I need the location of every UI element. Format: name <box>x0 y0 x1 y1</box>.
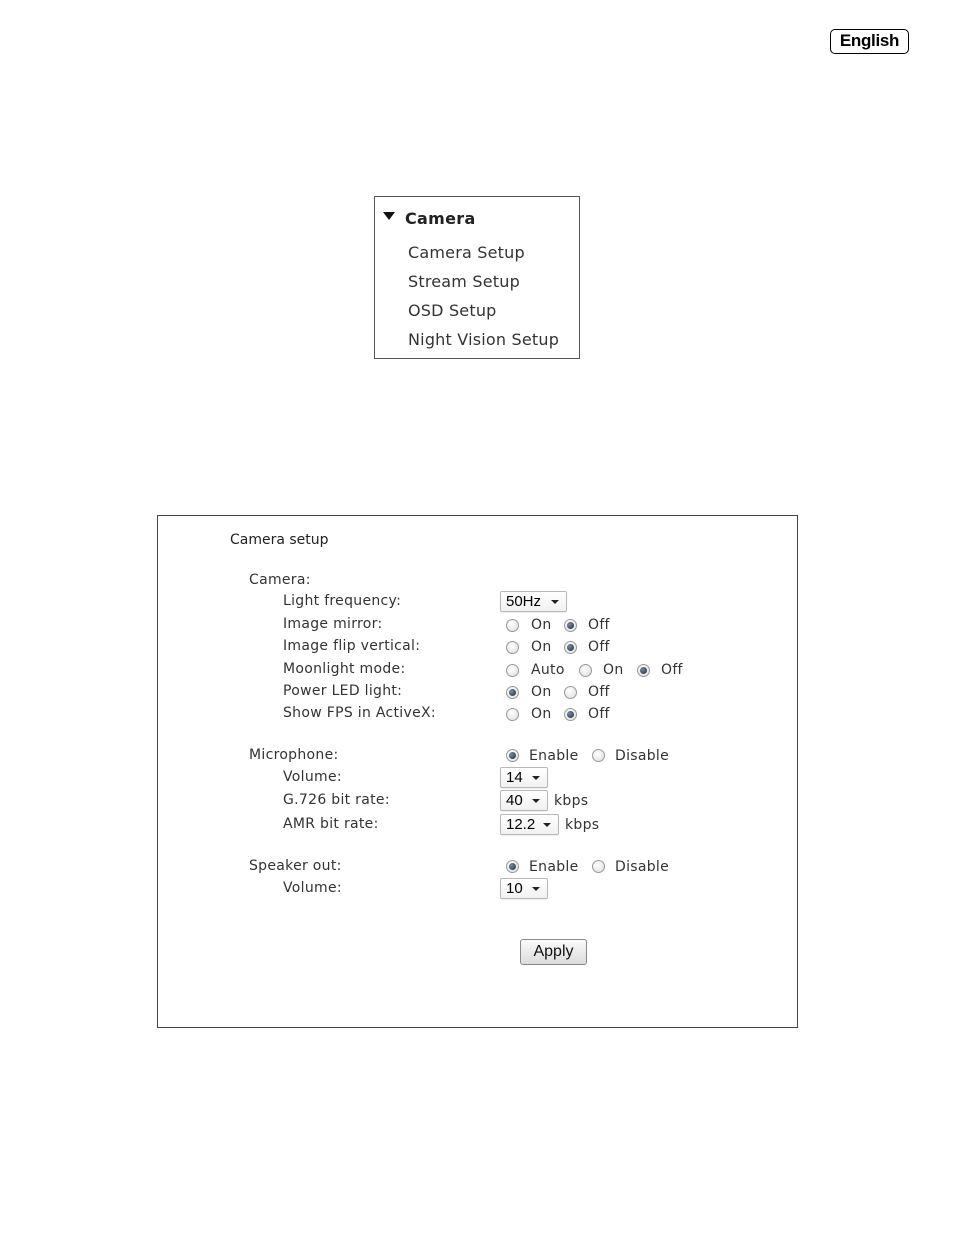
g726-bit-rate-label: G.726 bit rate: <box>283 792 390 808</box>
speaker-disable-radio[interactable] <box>592 860 605 873</box>
show-fps-off-label: Off <box>588 706 610 722</box>
image-mirror-on-label: On <box>531 617 552 633</box>
image-flip-on-label: On <box>531 639 552 655</box>
microphone-section-label: Microphone: <box>249 747 339 763</box>
g726-unit: kbps <box>554 793 589 809</box>
microphone-volume-label: Volume: <box>283 769 342 785</box>
show-fps-label: Show FPS in ActiveX: <box>283 705 436 721</box>
chevron-down-icon <box>532 776 540 780</box>
moonlight-off-label: Off <box>661 662 683 678</box>
speaker-enable-radio[interactable] <box>506 860 519 873</box>
menu-item-osd-setup[interactable]: OSD Setup <box>408 301 497 320</box>
panel-title: Camera setup <box>230 532 329 548</box>
light-frequency-value: 50Hz <box>506 593 542 610</box>
image-mirror-on-radio[interactable] <box>506 619 519 632</box>
language-badge: English <box>830 29 909 54</box>
menu-item-camera-setup[interactable]: Camera Setup <box>408 243 525 262</box>
moonlight-on-label: On <box>603 662 624 678</box>
moonlight-auto-label: Auto <box>531 662 565 678</box>
menu-title: Camera <box>405 208 476 228</box>
camera-menu <box>374 196 580 359</box>
light-frequency-select[interactable] <box>500 591 567 612</box>
speaker-volume-value: 10 <box>506 880 523 897</box>
light-frequency-label: Light frequency: <box>283 593 402 609</box>
speaker-enable-label: Enable <box>529 859 579 875</box>
speaker-section-label: Speaker out: <box>249 858 342 874</box>
moonlight-off-radio[interactable] <box>637 664 650 677</box>
moonlight-on-radio[interactable] <box>579 664 592 677</box>
power-led-off-label: Off <box>588 684 610 700</box>
triangle-down-icon <box>383 212 395 220</box>
image-flip-on-radio[interactable] <box>506 641 519 654</box>
image-mirror-label: Image mirror: <box>283 616 383 632</box>
microphone-disable-label: Disable <box>615 748 670 764</box>
chevron-down-icon <box>543 823 551 827</box>
amr-bit-rate-value: 12.2 <box>506 816 536 833</box>
camera-setup-panel <box>157 515 798 1028</box>
chevron-down-icon <box>532 799 540 803</box>
image-flip-off-label: Off <box>588 639 610 655</box>
power-led-off-radio[interactable] <box>564 686 577 699</box>
show-fps-off-radio[interactable] <box>564 708 577 721</box>
chevron-down-icon <box>551 600 559 604</box>
camera-section-label: Camera: <box>249 572 311 588</box>
chevron-down-icon <box>532 887 540 891</box>
moonlight-mode-label: Moonlight mode: <box>283 661 406 677</box>
microphone-enable-label: Enable <box>529 748 579 764</box>
amr-bit-rate-label: AMR bit rate: <box>283 816 379 832</box>
image-mirror-off-radio[interactable] <box>564 619 577 632</box>
image-flip-label: Image flip vertical: <box>283 638 421 654</box>
amr-unit: kbps <box>565 817 600 833</box>
microphone-volume-value: 14 <box>506 769 523 786</box>
amr-bit-rate-select[interactable] <box>500 814 559 835</box>
microphone-enable-radio[interactable] <box>506 749 519 762</box>
g726-bit-rate-select[interactable] <box>500 790 548 811</box>
menu-item-stream-setup[interactable]: Stream Setup <box>408 272 520 291</box>
g726-bit-rate-value: 40 <box>506 792 523 809</box>
speaker-disable-label: Disable <box>615 859 670 875</box>
apply-button[interactable]: Apply <box>520 939 587 965</box>
moonlight-auto-radio[interactable] <box>506 664 519 677</box>
power-led-label: Power LED light: <box>283 683 403 699</box>
image-mirror-off-label: Off <box>588 617 610 633</box>
speaker-volume-select[interactable] <box>500 878 548 899</box>
microphone-volume-select[interactable] <box>500 767 548 788</box>
power-led-on-radio[interactable] <box>506 686 519 699</box>
speaker-volume-label: Volume: <box>283 880 342 896</box>
menu-item-night-vision-setup[interactable]: Night Vision Setup <box>408 330 560 349</box>
power-led-on-label: On <box>531 684 552 700</box>
show-fps-on-label: On <box>531 706 552 722</box>
microphone-disable-radio[interactable] <box>592 749 605 762</box>
show-fps-on-radio[interactable] <box>506 708 519 721</box>
image-flip-off-radio[interactable] <box>564 641 577 654</box>
menu-header[interactable] <box>383 208 476 228</box>
